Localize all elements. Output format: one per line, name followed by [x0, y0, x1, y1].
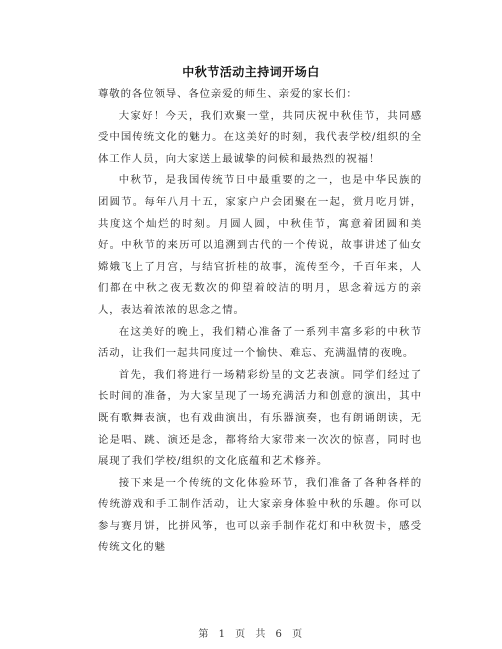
document-body [98, 84, 422, 559]
footer-total-label: 共 [255, 629, 267, 640]
footer-page-label: 页 [235, 629, 247, 640]
document-title: 中秋节活动主持词开场白 [182, 65, 320, 79]
paragraph: 在这美好的晚上，我们精心准备了一系列丰富多彩的中秋节活动，让我们一起共同度过一个愉快、难忘、充满温情的夜晚。 [98, 325, 422, 360]
footer-page-number: 1 [218, 629, 227, 640]
paragraph: 中秋节，是我国传统节日中最重要的之一，也是中华民族的团圆节。每年八月十五，家家户户会团聚在一起，赏月吃月饼，共度这个灿烂的时刻。月圆人圆，中秋佳节，寓意着团圆和美好。中秋节的来历可以追溯到古代的一个传说，故事讲述了仙女嫦娥飞上了月宫，与结官折桂的故事，流传至今，千百年来，人们都在中秋之夜无数次的仰望着皎洁的明月，思念着远方的亲人，表达着浓浓的思念之情。 [98, 174, 422, 316]
footer-total-pages: 6 [275, 629, 284, 640]
paragraph: 大家好！今天，我们欢聚一堂，共同庆祝中秋佳节，共同感受中国传统文化的魅力。在这美好的时刻，我代表学校/组织的全体工作人员，向大家送上最诚挚的问候和最热烈的祝福！ [98, 109, 422, 165]
footer-suffix: 页 [292, 629, 304, 640]
paragraph: 首先，我们将进行一场精彩纷呈的文艺表演。同学们经过了长时间的准备，为大家呈现了一场充满活力和创意的演出，其中既有歌舞表演，也有戏曲演出，有乐器演奏，也有朗诵朗读，无论是唱、跳、演还是念，都将给大家带来一次次的惊喜，同时也展现了我们学校/组织的文化底蕴和艺术修养。 [98, 368, 422, 468]
salutation: 尊敬的各位领导、各位亲爱的师生、亲爱的家长们： [98, 88, 358, 100]
page-footer [0, 625, 502, 640]
footer-prefix: 第 [198, 629, 210, 640]
paragraph: 接下来是一个传统的文化体验环节，我们准备了各种各样的传统游戏和手工制作活动，让大家亲身体验中秋的乐趣。你可以参与赛月饼，比拼风筝，也可以亲手制作花灯和中秋贺卡，感受传统文化的魅 [98, 476, 422, 554]
